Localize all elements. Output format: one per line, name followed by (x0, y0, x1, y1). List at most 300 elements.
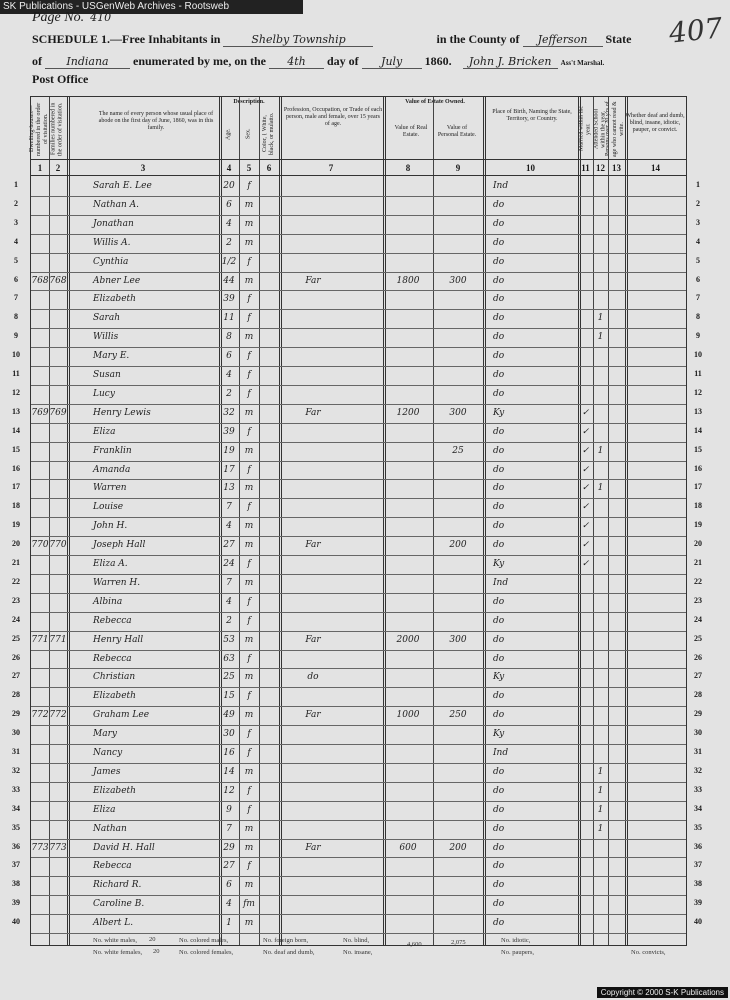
cell-name: Willis A. (93, 237, 131, 248)
row-rule (31, 498, 686, 499)
column-number: 10 (526, 163, 535, 173)
row-number-left: 38 (12, 879, 20, 889)
cell-age: 4 (226, 521, 232, 532)
col-header-personal: Value of Personal Estate. (437, 125, 477, 138)
cell-sex: m (244, 199, 254, 210)
row-number-left: 1 (14, 180, 18, 189)
row-number-right: 18 (694, 501, 702, 511)
row-number-left: 36 (12, 841, 20, 851)
row-number-right: 36 (694, 841, 702, 851)
col-header-married: Married within the year. (578, 106, 592, 152)
row-number-right: 14 (694, 425, 702, 435)
cell-sex: m (244, 577, 254, 588)
cell-age: 27 (223, 540, 235, 551)
cell-sex: f (247, 426, 251, 437)
cell-birth: do (493, 199, 505, 210)
cell-name: Graham Lee (93, 710, 150, 721)
cell-real: 2000 (396, 634, 420, 645)
cell-sex: m (244, 407, 254, 418)
cell-name: Mary (93, 729, 117, 740)
row-number-left: 11 (12, 369, 20, 378)
cell-dw: 771 (31, 634, 49, 645)
cell-pers: 25 (452, 445, 464, 456)
cell-age: 2 (226, 237, 232, 248)
cell-age: 27 (223, 861, 235, 872)
row-rule (31, 385, 686, 386)
cell-m: ✓ (581, 464, 590, 475)
cell-name: Christian (93, 672, 136, 683)
row-rule (31, 895, 686, 896)
row-number-right: 5 (696, 255, 700, 265)
cell-age: 63 (223, 653, 235, 664)
cell-age: 39 (223, 294, 235, 305)
cell-sex: m (244, 483, 254, 494)
cell-age: 49 (223, 710, 235, 721)
header-rule (31, 159, 686, 160)
footer-wm_val: 20 (149, 936, 156, 943)
cell-name: Warren (93, 483, 127, 494)
row-rule (31, 423, 686, 424)
row-rule (31, 196, 686, 197)
cell-name: Abner Lee (93, 275, 141, 286)
cell-pers: 200 (449, 540, 467, 551)
row-number-left: 20 (12, 539, 20, 549)
cell-birth: do (493, 445, 505, 456)
cell-age: 11 (223, 313, 235, 324)
row-number-right: 23 (694, 595, 702, 605)
row-number-right: 20 (694, 539, 702, 549)
cell-fam: 773 (49, 842, 67, 853)
column-number: 7 (328, 163, 334, 173)
cell-sex: m (244, 521, 254, 532)
cell-age: 4 (226, 596, 232, 607)
row-rule (31, 536, 686, 537)
row-rule (31, 479, 686, 480)
schedule-line: SCHEDULE 1.—Free Inhabitants in Shelby Township in the County of Jefferson State (32, 32, 632, 46)
cell-occ: Far (305, 842, 321, 853)
footer-paupers: No. paupers, (501, 949, 535, 956)
row-number-left: 2 (14, 198, 18, 208)
row-number-right: 17 (694, 482, 702, 492)
col-header-family: Families numbered in the order of visitation. (50, 102, 64, 156)
row-number-left: 13 (12, 406, 20, 416)
cell-sex: f (247, 256, 251, 267)
row-rule (31, 366, 686, 367)
column-rule (67, 97, 70, 945)
cell-birth: do (493, 426, 505, 437)
cell-pers: 200 (449, 842, 467, 853)
row-number-left: 24 (12, 614, 20, 624)
cell-birth: Ky (493, 407, 505, 418)
cell-name: Henry Lewis (93, 407, 151, 418)
cell-real: 1000 (396, 710, 420, 721)
cell-sex: f (247, 691, 251, 702)
cell-name: Sarah (93, 313, 120, 324)
cell-name: David H. Hall (93, 842, 155, 853)
cell-fam: 770 (49, 540, 67, 551)
row-number-right: 6 (696, 274, 700, 284)
row-rule (31, 668, 686, 669)
row-number-right: 21 (694, 558, 702, 567)
col-header-sex: Sex. (245, 128, 252, 140)
cell-age: 14 (223, 766, 235, 777)
column-rule (483, 97, 486, 945)
cell-sex: f (247, 351, 251, 362)
cell-s: 1 (597, 823, 604, 834)
row-rule (31, 744, 686, 745)
cell-age: 2 (226, 388, 232, 399)
column-number: 3 (140, 163, 146, 173)
cell-sex: f (247, 559, 251, 569)
column-number: 4 (226, 163, 232, 173)
cell-sex: f (247, 370, 251, 380)
cell-sex: f (247, 785, 251, 796)
row-number-right: 29 (694, 709, 702, 719)
row-rule (31, 631, 686, 632)
cell-name: Lucy (93, 388, 115, 399)
cell-name: Sarah E. Lee (93, 181, 152, 191)
column-number: 5 (246, 163, 252, 173)
row-number-right: 1 (696, 180, 700, 189)
col-header-occupation: Profession, Occupation, or Trade of each person, male and female, over 15 years of age. (283, 107, 383, 127)
cell-sex: m (244, 880, 254, 891)
cell-occ: Far (305, 275, 321, 286)
cell-sex: f (247, 464, 251, 475)
row-number-right: 16 (694, 463, 702, 473)
row-rule (31, 706, 686, 707)
row-number-left: 37 (12, 860, 20, 870)
cell-name: Cynthia (93, 256, 129, 267)
column-rule (433, 97, 434, 945)
cell-birth: do (493, 370, 505, 380)
row-rule (31, 442, 686, 443)
cell-birth: Ind (493, 577, 509, 588)
row-number-right: 30 (694, 728, 702, 738)
cell-age: 44 (223, 275, 235, 286)
cell-birth: do (493, 521, 505, 532)
page-number: Page No. 410 (32, 10, 112, 25)
cell-sex: f (247, 502, 251, 513)
cell-birth: do (493, 918, 505, 929)
cell-birth: do (493, 483, 505, 494)
col-header-birthplace: Place of Birth, Naming the State, Territory, or Country. (492, 109, 572, 122)
row-rule (31, 253, 686, 254)
row-number-left: 31 (12, 747, 20, 756)
row-number-left: 15 (12, 444, 20, 454)
footer-foreign_born: No. foreign born, (263, 937, 309, 944)
cell-sex: f (247, 313, 251, 324)
row-number-right: 12 (694, 387, 702, 397)
cell-pers: 300 (449, 275, 467, 286)
cell-sex: m (244, 332, 254, 343)
cell-birth: do (493, 804, 505, 815)
row-number-right: 11 (694, 369, 702, 378)
footer-blind: No. blind, (343, 937, 370, 944)
col-header-age: Age. (225, 128, 232, 140)
row-rule (31, 857, 686, 858)
cell-name: Eliza (93, 426, 116, 437)
row-number-right: 37 (694, 860, 702, 870)
col-header-name: The name of every person whose usual place of abode on the first day of June, 1860, was in this family. (98, 111, 214, 131)
cell-birth: Ind (493, 181, 509, 191)
cell-name: Richard R. (93, 880, 142, 891)
cell-occ: Far (305, 540, 321, 551)
cell-name: Caroline B. (93, 899, 145, 910)
cell-age: 19 (223, 445, 235, 456)
cell-birth: do (493, 313, 505, 324)
row-rule (31, 782, 686, 783)
cell-age: 12 (223, 785, 235, 796)
cell-sex: m (244, 218, 254, 229)
state-field: Indiana (45, 55, 130, 69)
col-header-description: Description. (233, 99, 265, 105)
row-number-right: 26 (694, 652, 702, 662)
cell-age: 30 (223, 729, 235, 740)
cell-birth: do (493, 842, 505, 853)
township-field: Shelby Township (223, 33, 373, 47)
cell-sex: f (247, 294, 251, 305)
footer-deaf: No. deaf and dumb, (263, 949, 315, 956)
cell-birth: do (493, 237, 505, 248)
cell-m: ✓ (581, 426, 590, 437)
cell-pers: 300 (449, 634, 467, 645)
row-number-right: 8 (696, 312, 700, 322)
row-rule (31, 517, 686, 518)
marshal-field: John J. Bricken (463, 55, 558, 69)
cell-s: 1 (597, 313, 604, 324)
column-number: 9 (455, 163, 461, 173)
column-number: 14 (651, 163, 660, 173)
row-rule (31, 309, 686, 310)
cell-birth: do (493, 615, 505, 626)
cell-age: 8 (226, 332, 232, 343)
col-header-estate: Value of Estate Owned. (405, 99, 465, 105)
row-number-right: 10 (694, 350, 702, 360)
cell-age: 4 (226, 370, 232, 380)
cell-dw: 770 (31, 540, 49, 551)
cell-age: 6 (226, 199, 232, 210)
row-number-left: 25 (12, 633, 20, 643)
cell-name: Rebecca (93, 653, 132, 664)
row-number-left: 14 (12, 425, 20, 435)
cell-sex: m (244, 766, 254, 777)
row-number-right: 32 (694, 765, 702, 775)
row-number-left: 9 (14, 331, 18, 341)
cell-fam: 768 (49, 275, 67, 286)
row-rule (31, 876, 686, 877)
cell-age: 15 (223, 691, 235, 702)
column-number: 13 (612, 163, 621, 173)
cell-name: Amanda (93, 464, 131, 475)
post-office-label: Post Office (32, 72, 89, 86)
row-rule (31, 290, 686, 291)
cell-name: Henry Hall (93, 634, 144, 645)
row-number-left: 40 (12, 917, 20, 927)
cell-age: 29 (223, 842, 235, 853)
cell-sex: m (244, 672, 254, 683)
row-number-right: 13 (694, 406, 702, 416)
cell-age: 16 (223, 748, 235, 758)
cell-name: Louise (93, 502, 124, 513)
row-number-left: 17 (12, 482, 20, 492)
month-field: July (362, 55, 422, 69)
row-number-left: 18 (12, 501, 20, 511)
cell-age: 4 (226, 218, 232, 229)
cell-s: 1 (597, 766, 604, 777)
cell-name: Eliza (93, 804, 116, 815)
row-number-right: 9 (696, 331, 700, 341)
cell-sex: f (247, 804, 251, 815)
row-number-left: 26 (12, 652, 20, 662)
cell-name: Nancy (93, 748, 123, 758)
row-number-left: 32 (12, 765, 20, 775)
cell-m: ✓ (581, 559, 590, 569)
cell-real: 1800 (396, 275, 420, 286)
cell-name: Joseph Hall (93, 540, 146, 551)
row-number-left: 30 (12, 728, 20, 738)
row-number-left: 12 (12, 387, 20, 397)
row-number-left: 10 (12, 350, 20, 360)
cell-m: ✓ (581, 502, 590, 513)
footer-pers_total: 2,075 (451, 939, 466, 946)
cell-name: Warren H. (93, 577, 141, 588)
cell-age: 17 (223, 464, 235, 475)
row-rule (31, 612, 686, 613)
cell-age: 1/2 (221, 256, 237, 267)
cell-birth: do (493, 823, 505, 834)
row-number-left: 34 (12, 803, 20, 813)
cell-age: 7 (226, 577, 232, 588)
cell-name: Elizabeth (93, 691, 136, 702)
row-rule (31, 461, 686, 462)
cell-name: Elizabeth (93, 785, 136, 796)
cell-age: 1 (226, 918, 232, 929)
cell-birth: do (493, 256, 505, 267)
cell-age: 6 (226, 351, 232, 362)
cell-s: 1 (597, 804, 604, 815)
cell-birth: do (493, 861, 505, 872)
cell-birth: Ky (493, 672, 505, 683)
footer-real_total: 4,600 (407, 941, 422, 948)
cell-age: 2 (226, 615, 232, 626)
cell-birth: do (493, 880, 505, 891)
cell-name: Mary E. (93, 351, 130, 362)
col-header-color: Color, { White, black, or mulatto. (262, 112, 275, 156)
row-rule (31, 763, 686, 764)
row-number-left: 16 (12, 463, 20, 473)
cell-dw: 773 (31, 842, 49, 853)
cell-birth: do (493, 502, 505, 513)
cell-birth: do (493, 899, 505, 910)
cell-m: ✓ (581, 407, 590, 418)
row-rule (31, 574, 686, 575)
row-rule (31, 272, 686, 273)
cell-s: 1 (597, 483, 604, 494)
row-rule (31, 914, 686, 915)
column-rule (593, 97, 594, 945)
cell-age: 32 (223, 407, 235, 418)
footer-colored_males: No. colored males, (179, 937, 229, 944)
cell-name: Susan (93, 370, 121, 380)
cell-birth: do (493, 294, 505, 305)
header-rule (31, 175, 686, 176)
cell-fam: 771 (49, 634, 67, 645)
cell-occ: do (307, 672, 319, 683)
cell-sex: fm (243, 899, 255, 910)
row-rule (31, 234, 686, 235)
cell-real: 1200 (396, 407, 420, 418)
cell-birth: do (493, 332, 505, 343)
row-number-left: 6 (14, 274, 18, 284)
row-number-right: 25 (694, 633, 702, 643)
cell-occ: Far (305, 407, 321, 418)
column-rule (49, 97, 50, 945)
cell-age: 7 (226, 502, 232, 513)
column-number: 6 (266, 163, 272, 173)
cell-s: 1 (597, 332, 604, 343)
cell-dw: 772 (31, 710, 49, 721)
cell-sex: m (244, 823, 254, 834)
cell-m: ✓ (581, 483, 590, 494)
row-rule (31, 687, 686, 688)
cell-age: 20 (223, 181, 235, 191)
footer-wf_val: 20 (153, 948, 160, 955)
cell-birth: do (493, 785, 505, 796)
cell-age: 4 (226, 899, 232, 910)
row-number-right: 33 (694, 784, 702, 794)
row-number-right: 27 (694, 671, 702, 681)
row-number-right: 7 (696, 293, 700, 303)
cell-age: 13 (223, 483, 235, 494)
cell-age: 6 (226, 880, 232, 891)
cell-s: 1 (597, 445, 604, 456)
col-header-illiterate: Persons over 20 y'rs of age who cannot read & write. (605, 101, 625, 157)
row-rule (31, 404, 686, 405)
row-rule (31, 328, 686, 329)
row-number-right: 4 (696, 236, 700, 246)
cell-birth: do (493, 766, 505, 777)
census-table (29, 96, 687, 956)
column-number: 11 (581, 163, 590, 173)
row-number-left: 3 (14, 217, 18, 227)
column-rule (625, 97, 628, 945)
column-number: 1 (37, 163, 43, 173)
column-number: 2 (55, 163, 61, 173)
column-rule (279, 97, 282, 945)
cell-sex: f (247, 615, 251, 626)
row-rule (31, 801, 686, 802)
cell-name: Rebecca (93, 861, 132, 872)
col-header-disability: Whether deaf and dumb, blind, insane, idiotic, pauper, or convict. (625, 113, 685, 133)
cell-sex: f (247, 181, 251, 191)
cell-birth: do (493, 691, 505, 702)
cell-sex: m (244, 842, 254, 853)
row-number-left: 8 (14, 312, 18, 322)
cell-birth: do (493, 464, 505, 475)
cell-name: Albert L. (93, 918, 134, 929)
column-number: 8 (405, 163, 411, 173)
row-number-right: 19 (694, 520, 702, 530)
cell-name: Albina (93, 596, 123, 607)
cell-name: Eliza A. (93, 559, 128, 569)
cell-sex: f (247, 596, 251, 607)
archive-banner: SK Publications - USGenWeb Archives - Rootsweb (0, 0, 303, 14)
cell-fam: 769 (49, 407, 67, 418)
row-number-left: 4 (14, 236, 18, 246)
cell-age: 53 (223, 634, 235, 645)
cell-birth: Ky (493, 729, 505, 740)
row-number-right: 28 (694, 690, 702, 700)
